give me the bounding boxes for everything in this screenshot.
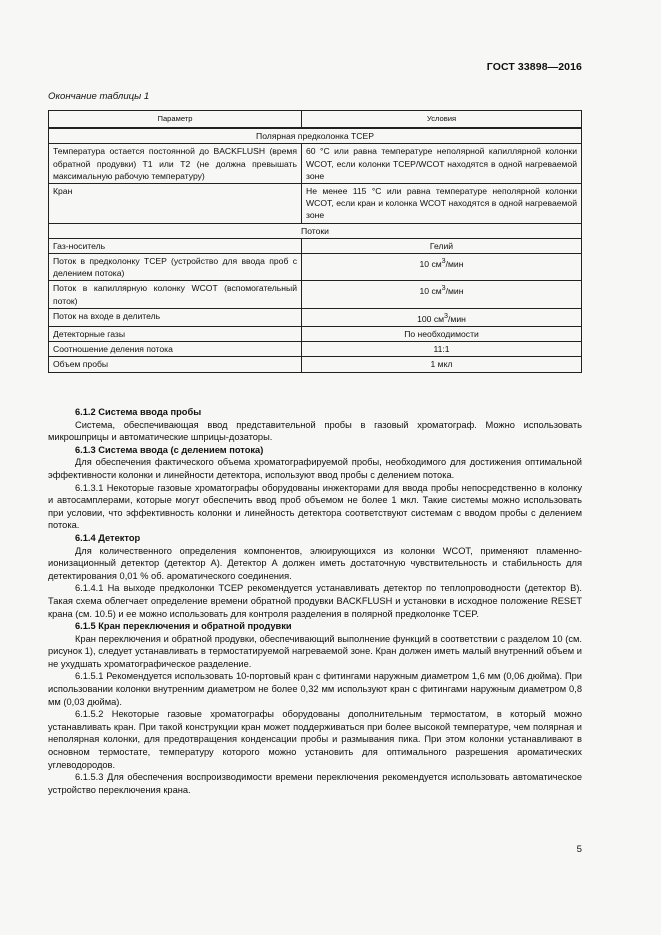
- cond-cell: [302, 308, 582, 326]
- table-row: [49, 238, 582, 253]
- column-header-parameter: Параметр: [49, 111, 302, 129]
- paragraph: Для обеспечения фактического объема хроматографируемой пробы, необходимого для достижения оптимальной эффективности колонки и линейности детектора, используют ввод пробы с делением потока.: [48, 457, 582, 480]
- cond-cell: Гелий: [302, 238, 582, 253]
- paragraph: Для количественного определения компонентов, элюирующихся из колонки WCOT, применяют пламенно-ионизационный детектор (детектор А). Детектор А должен иметь достаточную чувствительность и стабильность для детектирования 0,01 % об. ароматического соединения.: [48, 545, 582, 581]
- param-cell: Газ-носитель: [49, 238, 302, 253]
- paragraph: 6.1.5.2 Некоторые газовые хроматографы оборудованы дополнительным термостатом, в который можно устанавливать кран. При такой конструкции кран может поддерживаться при более высокой температуре, чем полярная и неполярная колонки, для предотвращения конденсации пробы и размывания пика. При этом колонки устанавливают в основном термостате, температуру которого можно установить для оптимального разрешения ароматических углеводородов.: [48, 709, 582, 770]
- table-row: [49, 357, 582, 372]
- cond-cell: По необходимости: [302, 326, 582, 341]
- body-text: [48, 406, 582, 796]
- cond-exponent: 3: [444, 311, 449, 320]
- param-cell: Поток на входе в делитель: [49, 308, 302, 326]
- cond-cell: 1 мкл: [302, 357, 582, 372]
- table-row: [49, 254, 582, 281]
- section-title-tcep: Полярная предколонка TCEP: [49, 128, 582, 144]
- subsection-heading: 6.1.5 Кран переключения и обратной продувки: [75, 621, 292, 632]
- section-row: [49, 128, 582, 144]
- table-header-row: [49, 111, 582, 129]
- cond-exponent: 3: [441, 257, 446, 266]
- column-header-conditions: Условия: [302, 111, 582, 129]
- table-row: [49, 144, 582, 184]
- param-cell: Поток в капиллярную колонку WCOT (вспомогательный поток): [49, 281, 302, 308]
- page-number: 5: [576, 844, 582, 855]
- subsection-heading: 6.1.3 Система ввода (с делением потока): [75, 444, 264, 455]
- cond-cell: 11:1: [302, 342, 582, 357]
- table-row: [49, 308, 582, 326]
- paragraph: 6.1.3.1 Некоторые газовые хроматографы оборудованы инжекторами для ввода пробы непосредственно в колонку и автосамплерами, которые могут обеспечить ввод проб объемом не более 1 мкл. Такие системы можно использовать при условии, что эффективность колонки и линейность детектора соответствуют системам с вводом пробы с делением потока.: [48, 482, 582, 531]
- section-row: [49, 223, 582, 238]
- paragraph: 6.1.5.1 Рекомендуется использовать 10-портовый кран с фитингами наружным диаметром 1,6 мм (0,06 дюйма). При использовании колонки внутренним диаметром не более 0,32 мм используют кран с фитингами наружным диаметром 0,8 мм (0,03 дюйма).: [48, 671, 582, 707]
- table-caption: Окончание таблицы 1: [48, 91, 150, 102]
- param-cell: Кран: [49, 184, 302, 224]
- paragraph: Система, обеспечивающая ввод представительной пробы в газовый хроматограф. Можно использовать микрошприцы и автоматические шприцы-дозаторы.: [48, 419, 582, 443]
- param-cell: Объем пробы: [49, 357, 302, 372]
- cond-unit: /мин: [445, 258, 464, 269]
- paragraph: 6.1.5.3 Для обеспечения воспроизводимости времени переключения рекомендуется использовать автоматическое устройство переключения крана.: [48, 772, 582, 795]
- subsection-heading: 6.1.2 Система ввода пробы: [75, 407, 202, 417]
- cond-cell: [302, 281, 582, 308]
- param-cell: Температура остается постоянной до BACKFLUSH (время обратной продувки) T1 или T2 (не должна превышать максимальную рабочую температуру): [49, 144, 302, 184]
- cond-cell: [302, 254, 582, 281]
- table-row: [49, 184, 582, 224]
- cond-value: 100 см: [417, 313, 445, 324]
- cond-exponent: 3: [441, 284, 446, 293]
- table-row: [49, 342, 582, 357]
- cond-value: 10 см: [419, 258, 442, 269]
- parameters-table: [48, 110, 582, 373]
- param-cell: Детекторные газы: [49, 326, 302, 341]
- table-row: [49, 326, 582, 341]
- subsection-heading: 6.1.4 Детектор: [75, 532, 141, 543]
- standard-header: ГОСТ 33898—2016: [486, 61, 582, 73]
- param-cell: Поток в предколонку TCEP (устройство для ввода проб с делением потока): [49, 254, 302, 281]
- section-title-flows: Потоки: [49, 223, 582, 238]
- cond-value: 10 см: [419, 286, 442, 297]
- paragraph: 6.1.4.1 На выходе предколонки TCEP рекомендуется устанавливать детектор по теплопроводности (детектор В). Такая схема облегчает определение времени обратной продувки BACKFLUSH и установки в исходное положение RESET крана (см. 10.5) и ее можно использовать для контроля разделения в полярной предколонке TCEP.: [48, 583, 582, 619]
- cond-unit: /мин: [445, 286, 464, 297]
- cond-cell: Не менее 115 °C или равна температуре неполярной колонки WCOT, если кран и колонка WCOT находятся в одной нагреваемой зоне: [302, 184, 582, 224]
- table-row: [49, 281, 582, 308]
- param-cell: Соотношение деления потока: [49, 342, 302, 357]
- cond-unit: /мин: [448, 313, 466, 324]
- cond-cell: 60 °C или равна температуре неполярной капиллярной колонки WCOT, если колонки TCEP/WCOT находятся в одной нагреваемой зоне: [302, 144, 582, 184]
- paragraph: Кран переключения и обратной продувки, обеспечивающий выполнение функций в соответствии с разделом 10 (см. рисунок 1), следует устанавливать в термостатируемой нагреваемой зоне. Кран должен иметь малый внутренний объем и не ухудшать хроматографическое разделение.: [48, 633, 582, 669]
